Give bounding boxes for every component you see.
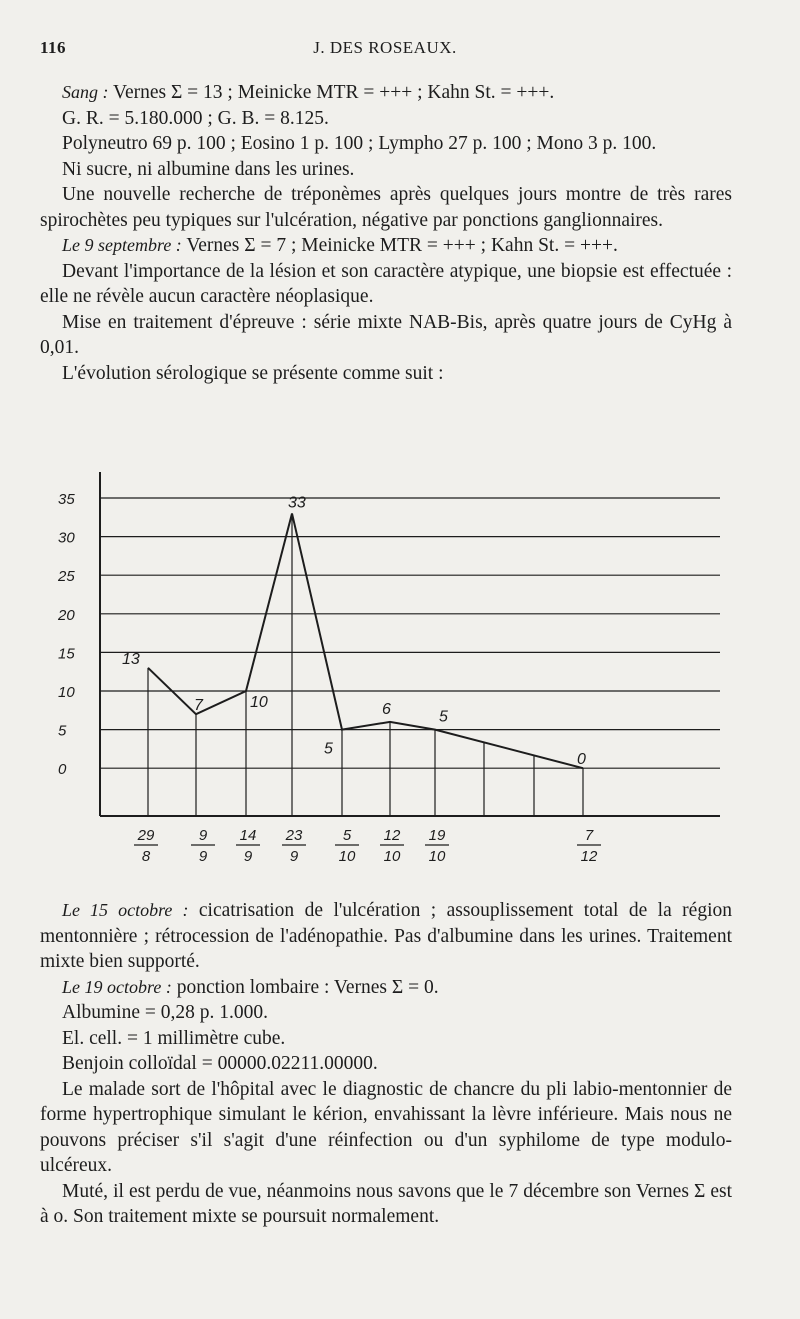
oct19-text: ponction lombaire : Vernes Σ = 0. xyxy=(171,976,439,998)
date-label-num: 7 xyxy=(584,827,594,844)
data-label-33: 33 xyxy=(288,494,306,512)
serology-chart-svg xyxy=(50,462,740,882)
data-label-7: 7 xyxy=(194,697,203,715)
y-tick-label: 35 xyxy=(58,491,75,508)
recherche-paragraph: Une nouvelle recherche de tréponèmes après quelques jours montre de très rares spirochètes peu typiques sur l'ulcération, négative par ponctions ganglionnaires. xyxy=(40,184,732,231)
septembre-line xyxy=(40,233,732,259)
y-tick-label: 20 xyxy=(58,606,75,624)
serology-chart xyxy=(50,462,740,882)
date-label-num: 19 xyxy=(428,827,446,844)
oct19-label: Le 19 octobre : xyxy=(62,976,172,997)
data-label-6: 6 xyxy=(382,700,391,718)
date-label-den: 10 xyxy=(338,848,356,865)
text-block-bottom xyxy=(40,898,732,1230)
elcell-line: El. cell. = 1 millimètre cube. xyxy=(62,1027,286,1049)
date-label-den: 12 xyxy=(580,848,598,865)
oct15-paragraph xyxy=(40,898,732,975)
running-title: J. DES ROSEAUX. xyxy=(313,38,457,57)
sang-line xyxy=(40,80,732,106)
albumine-line: Albumine = 0,28 p. 1.000. xyxy=(62,1002,268,1023)
running-header xyxy=(40,38,730,64)
y-tick-label: 30 xyxy=(58,529,75,547)
y-tick-label: 25 xyxy=(58,568,75,586)
poly-line: Polyneutro 69 p. 100 ; Eosino 1 p. 100 ; Lympho 27 p. 100 ; Mono 3 p. 100. xyxy=(62,133,657,154)
text-block-top xyxy=(40,80,732,386)
oct15-text: cicatrisation de l'ulcération ; assouplissement total de la région mentonnière ; rétrocession de l'adénopathie. Pas d'albumine dans les urines. Traitement mixte bien supporté. xyxy=(40,900,733,972)
septembre-label: Le 9 septembre : xyxy=(62,235,182,255)
sucre-line: Ni sucre, ni albumine dans les urines. xyxy=(62,158,355,180)
date-label-num: 5 xyxy=(342,827,352,844)
y-tick-label: 15 xyxy=(58,645,75,663)
data-label-13: 13 xyxy=(122,650,140,668)
date-label-den: 9 xyxy=(198,848,208,865)
septembre-text: Vernes Σ = 7 ; Meinicke MTR = +++ ; Kahn St. = +++. xyxy=(181,235,618,256)
date-label-num: 29 xyxy=(137,827,155,844)
date-label-den: 10 xyxy=(383,848,401,865)
biopsie-paragraph: Devant l'importance de la lésion et son caractère atypique, une biopsie est effectuée : elle ne révèle aucun caractère néoplasique. xyxy=(40,260,732,307)
date-label-den: 10 xyxy=(428,848,446,865)
data-label-0: 0 xyxy=(577,751,586,769)
page-number: 116 xyxy=(40,38,67,57)
date-label-den: 9 xyxy=(243,848,253,865)
data-label-5: 5 xyxy=(324,740,333,758)
evolution-line: L'évolution sérologique se présente comme suit : xyxy=(62,362,444,384)
gr-line: G. R. = 5.180.000 ; G. B. = 8.125. xyxy=(62,107,329,129)
date-label-den: 9 xyxy=(289,848,299,865)
mute-paragraph: Muté, il est perdu de vue, néanmoins nous savons que le 7 décembre son Vernes Σ est à o. Son traitement mixte se poursuit normalement. xyxy=(40,1180,732,1227)
y-tick-label: 0 xyxy=(58,761,67,779)
oct15-label: Le 15 octobre : xyxy=(62,900,189,920)
sang-text: Vernes Σ = 13 ; Meinicke MTR = +++ ; Kahn St. = +++. xyxy=(108,82,555,103)
y-tick-label: 5 xyxy=(58,722,67,740)
date-label-num: 14 xyxy=(239,827,257,844)
y-tick-label: 10 xyxy=(58,684,75,701)
date-label-num: 23 xyxy=(285,827,303,844)
date-label-num: 9 xyxy=(198,827,208,844)
oct19-line xyxy=(40,975,732,1001)
benjoin-line: Benjoin colloïdal = 00000.02211.00000. xyxy=(62,1053,378,1074)
data-label-5: 5 xyxy=(439,708,448,726)
mise-paragraph: Mise en traitement d'épreuve : série mixte NAB-Bis, après quatre jours de CyHg à 0,01. xyxy=(40,311,732,358)
date-label-den: 8 xyxy=(141,848,151,865)
malade-paragraph: Le malade sort de l'hôpital avec le diagnostic de chancre du pli labio-mentonnier de forme hypertrophique simulant le kérion, envahissant la lèvre inférieure. Mais nous ne pouvons préciser s'il s'agit d'une réinfection ou d'un syphilome de type modulo-ulcéreux. xyxy=(40,1078,732,1176)
sang-label: Sang : xyxy=(62,82,109,102)
date-label-num: 12 xyxy=(383,827,401,844)
data-label-10: 10 xyxy=(250,694,268,711)
